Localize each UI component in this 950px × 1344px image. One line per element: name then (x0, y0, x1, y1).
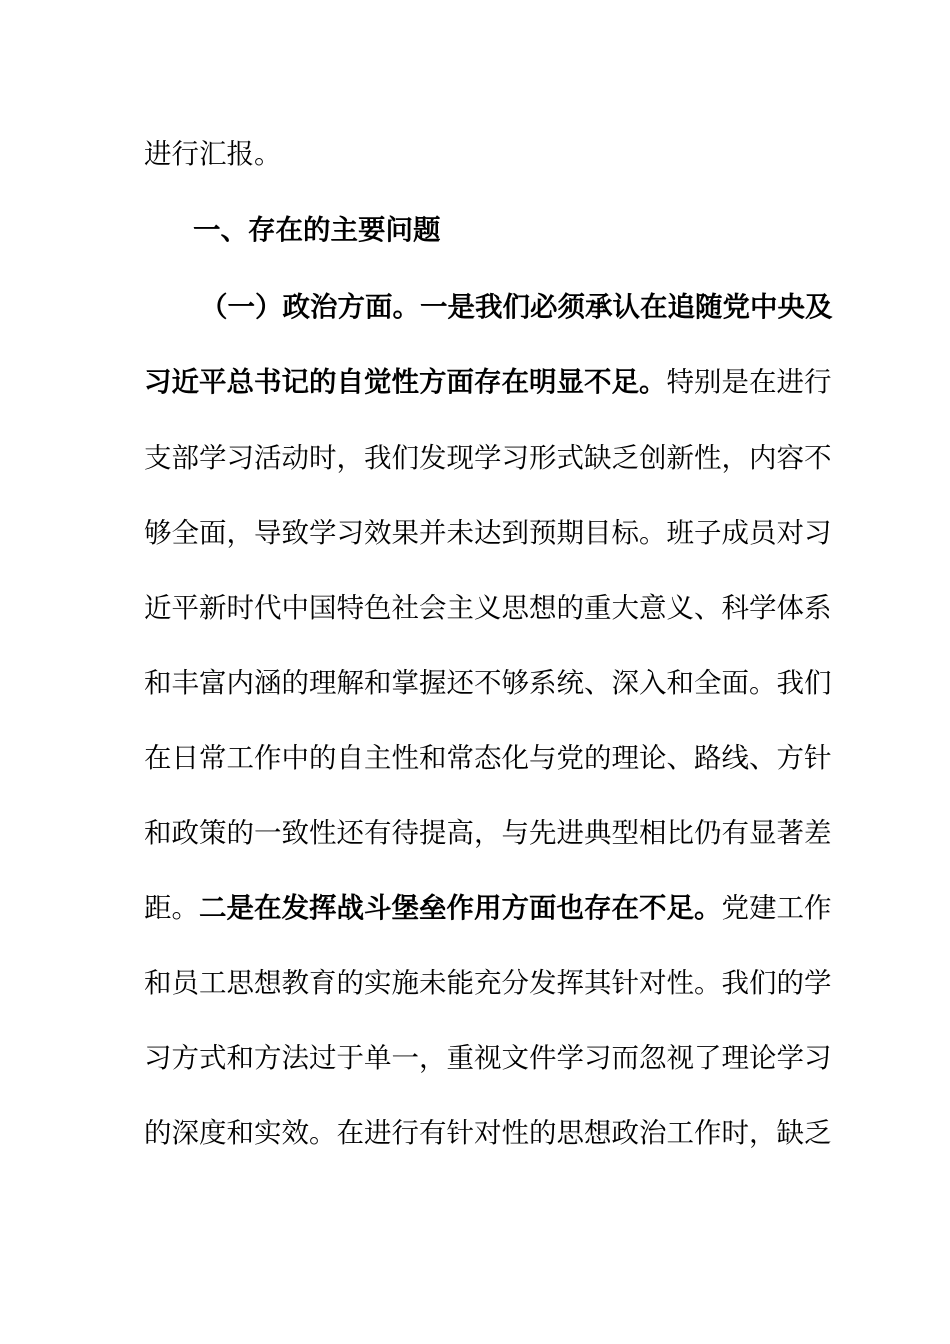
section-heading (193, 210, 806, 250)
text-line (144, 813, 832, 853)
text-line (144, 438, 832, 478)
text-line (144, 963, 832, 1003)
text-line (144, 888, 832, 928)
text-line (144, 588, 832, 628)
text-segment: 和员工思想教育的实施未能充分发挥其针对性。我们的学 (144, 967, 832, 999)
text-segment: 和政策的一致性还有待提高，与先进典型相比仍有显著差 (144, 817, 832, 849)
text-segment: 近平新时代中国特色社会主义思想的重大意义、科学体系 (144, 592, 832, 624)
text-segment: 够全面，导致学习效果并未达到预期目标。班子成员对习 (144, 517, 832, 549)
text-segment: （一）政治方面。一是我们必须承认在追随党中央及 (200, 291, 833, 323)
subsection-heading (200, 287, 833, 327)
text-segment: 和丰富内涵的理解和掌握还不够系统、深入和全面。我们 (144, 667, 832, 699)
text-segment: 距。 (144, 892, 199, 924)
text-segment: 一、存在的主要问题 (193, 214, 441, 246)
text-line (144, 1113, 832, 1153)
text-segment: 进行汇报。 (144, 138, 282, 170)
text-segment: 的深度和实效。在进行有针对性的思想政治工作时，缺乏 (144, 1117, 832, 1149)
text-segment: 特别是在进行 (666, 366, 832, 398)
text-line (144, 1038, 832, 1078)
text-segment: 党建工作 (721, 892, 832, 924)
bold-segment: 二是在发挥战斗堡垒作用方面也存在不足。 (199, 892, 722, 924)
text-segment: 支部学习活动时，我们发现学习形式缺乏创新性，内容不 (144, 442, 832, 474)
text-segment: 在日常工作中的自主性和常态化与党的理论、路线、方针 (144, 742, 832, 774)
bold-segment: 习近平总书记的自觉性方面存在明显不足。 (144, 366, 667, 398)
text-line (144, 663, 832, 703)
text-line (144, 362, 832, 402)
text-line (144, 134, 806, 174)
text-line (144, 738, 832, 778)
text-line (144, 513, 832, 553)
text-segment: 习方式和方法过于单一，重视文件学习而忽视了理论学习 (144, 1042, 832, 1074)
